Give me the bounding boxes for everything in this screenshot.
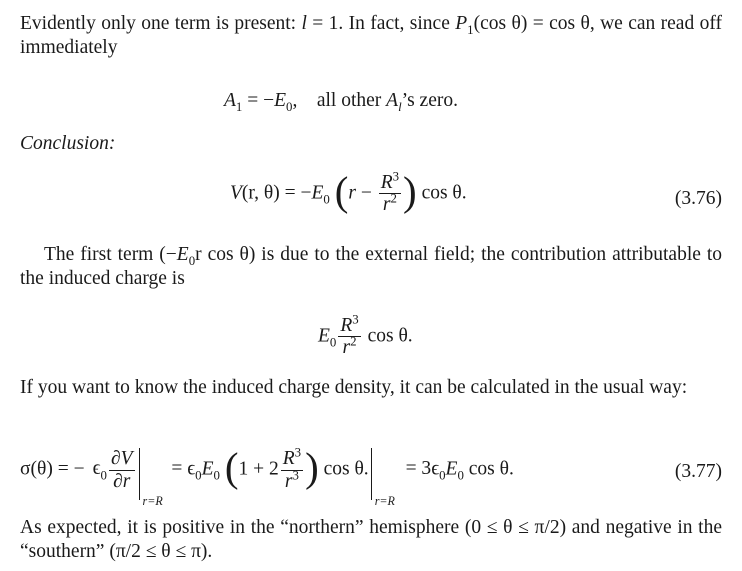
equation-coefficients: $A_1 = -E_0$, all other $A_l’s$ zero. xyxy=(224,90,458,114)
evaluation-bar-1: r=R xyxy=(139,448,140,500)
fraction-r3-over-r2: $\frac{R^3}{r^2}$ xyxy=(380,169,400,216)
fraction-r3-over-r3: $\frac{R^3}{r^3}$ xyxy=(282,445,302,492)
fraction-induced: $\frac{R^3}{r^2}$ xyxy=(340,312,359,359)
fraction-partial-derivative: $\frac{\partial V}{\partial r}$ xyxy=(110,448,133,492)
equation-3-76: V(r, $\theta) = -E_0$ (r − $\frac{R^3}{r^2}$ ) cos θ. xyxy=(230,168,467,216)
conclusion-label: Conclusion: xyxy=(20,133,116,154)
equation-number-3-76: (3.76) xyxy=(674,188,722,209)
paragraph-charge-density: If you want to know the induced charge density, it can be calculated in the usual way: xyxy=(20,377,688,398)
equation-number-3-77: (3.77) xyxy=(674,461,722,482)
evaluation-bar-2: r=R xyxy=(371,448,372,500)
paragraph-first-term: The first term ($-E_0r$ cos θ) is due to the external field; the contribution attributable to the induced charge is xyxy=(20,244,723,289)
paragraph-one-term: Evidently only one term is present: l = 1. In fact, since $P_1(\cos$ θ) = cos θ, we can read off immediately xyxy=(20,13,722,58)
equation-induced-potential: $E_0$ $\frac{R^3}{r^2}$ cos θ. xyxy=(318,312,413,359)
paragraph-conclusion-hemispheres: As expected, it is positive in the “northern” hemisphere (0 ≤ θ ≤ π/2) and negative in the “southern” (π/2 ≤ θ ≤ π). xyxy=(20,517,722,562)
equation-3-77: σ(θ) = − $\epsilon_0$ $\frac{\partial V}{\partial r}$ r=R = $\epsilon_0E_0$ (1 + 2 $\frac{R^3}{r^3}$ ) cos θ. r=R = $3\epsilon_0E_0$ cos θ. xyxy=(20,445,514,508)
